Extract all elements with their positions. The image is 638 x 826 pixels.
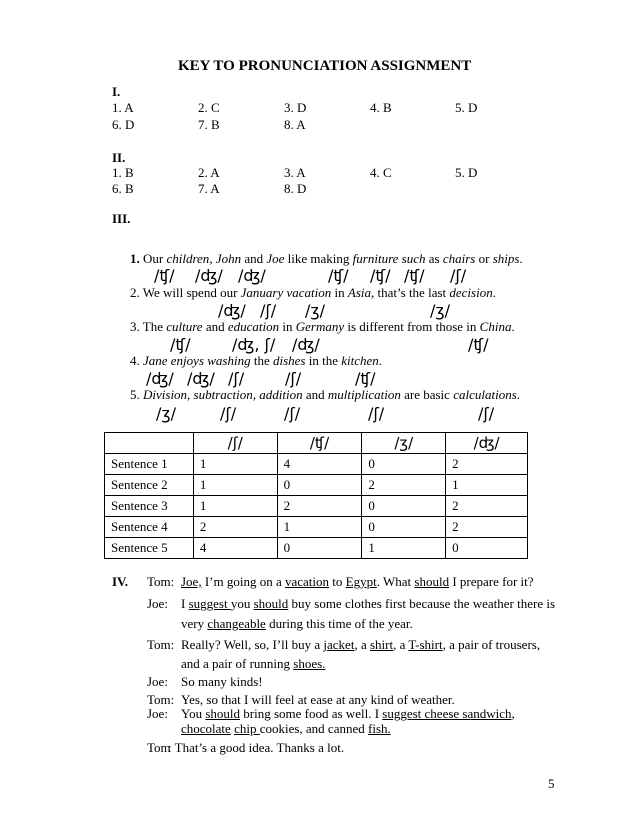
dialogue-text: , a pair of trousers, [442,637,541,652]
underlined-word: should [205,706,241,721]
table-cell: 0 [277,475,362,496]
keyword: Germany [295,319,345,334]
text: in the [305,353,342,368]
answer: 4. C [370,165,392,180]
dialogue-text: during this time of the year. [265,616,413,631]
table-cell: Sentence 4 [105,517,194,538]
keyword: children [166,251,210,266]
underlined-word: changeable [207,616,266,631]
text: is different from those in [344,319,480,334]
ipa-row-3 [0,335,638,355]
sentence-1 [130,251,523,267]
table-cell: 2 [446,517,528,538]
dialogue-text: I’m going on a [201,574,285,589]
table-row [105,517,528,538]
text: the [250,353,273,368]
text: . [378,353,383,368]
ipa-symbol: /ʒ/ [305,301,326,320]
table-cell: Sentence 5 [105,538,194,559]
text: or [475,251,493,266]
table-cell: 0 [277,538,362,559]
dialogue-speaker: Joe: [147,596,168,611]
text: like making [284,251,353,266]
underlined-word: jacket [323,637,355,652]
ipa-symbol: /ʧ/ [170,335,191,354]
ipa-symbol: /ʒ/ [430,301,451,320]
keyword: dishes [272,353,306,368]
dialogue-text: You [181,706,206,721]
table-header: /ʧ/ [277,433,362,454]
text: The [142,319,167,334]
ipa-symbol: /ʃ/ [368,404,385,423]
keyword: decision [449,285,493,300]
dialogue-line [181,596,555,612]
sentence-number: 2. [130,285,140,300]
keyword: Joe [266,251,285,266]
text: , [209,251,216,266]
underlined-word: Joe, [181,574,202,589]
dialogue-text: very [181,616,208,631]
text: We will spend our [142,285,241,300]
table-cell: 0 [362,454,446,475]
text: as [425,251,443,266]
underlined-word: fish. [368,721,391,736]
ipa-symbol: /ʃ/ [284,404,301,423]
dialogue-speaker: Tom: [147,637,175,652]
underlined-word: should [414,574,450,589]
ipa-symbol: /ʃ/ [285,369,302,388]
text: and [202,319,228,334]
ipa-symbol: /ʧ/ [328,266,349,285]
dialogue-text: I prepare for it? [449,574,534,589]
underlined-word: Egypt [345,574,377,589]
underlined-word: suggest [188,596,231,611]
table-cell: 1 [362,538,446,559]
table-cell: 1 [193,496,277,517]
text: in [331,285,348,300]
keyword: education [227,319,280,334]
table-row [105,475,528,496]
keyword: Asia [347,285,372,300]
table-cell: Sentence 1 [105,454,194,475]
ipa-symbol: /ʃ/ [228,369,245,388]
text: . [519,251,523,266]
answer: 6. D [112,117,135,132]
underlined-word: shoes. [293,656,326,671]
answer: 7. A [198,181,220,196]
keyword: Division, subtraction, addition [143,387,303,402]
sentence-4 [130,353,382,369]
ipa-symbol: /ʤ/ [238,266,266,285]
table-cell: 0 [446,538,528,559]
table-cell: 1 [446,475,528,496]
text: and [302,387,328,402]
dialogue-text: and a pair of running [181,656,294,671]
dialogue-text: I [181,596,189,611]
section-2-row-2 [112,181,532,197]
answer: 8. D [284,181,307,196]
dialogue-line [181,574,534,590]
underlined-word: chocolate [181,721,231,736]
ipa-symbol: /ʧ/ [154,266,175,285]
keyword: kitchen [341,353,379,368]
dialogue-speaker: Tom: [147,692,175,707]
dialogue-line [181,706,515,722]
text: . [511,319,515,334]
keyword: chairs [442,251,476,266]
underlined-word: chip [234,721,260,736]
answer: 4. B [370,100,392,115]
answer: 1. B [112,165,134,180]
dialogue-line [181,616,413,632]
keyword: culture [166,319,203,334]
section-1-row-1 [112,100,532,116]
dialogue-text: , a [354,637,370,652]
answer: 8. A [284,117,306,132]
table-header-row [105,433,528,454]
sentence-number: 5. [130,387,140,402]
text: Our [143,251,167,266]
keyword: furniture such [352,251,426,266]
table-cell: 1 [277,517,362,538]
text: and [241,251,267,266]
section-2-label: II. [112,150,126,165]
text: are basic [400,387,454,402]
text: in [279,319,296,334]
sound-count-table [104,432,528,559]
answer: 2. A [198,165,220,180]
ipa-symbol: /ʧ/ [355,369,376,388]
dialogue-text: Yes, so that I will feel at ease at any kind of weather. [181,692,455,707]
table-header: /ʒ/ [362,433,446,454]
table-cell: 4 [277,454,362,475]
table-cell: 0 [362,496,446,517]
sentence-number: 4. [130,353,140,368]
dialogue-speaker: Tom: [147,574,175,589]
answer: 2. C [198,100,220,115]
table-row [105,454,528,475]
keyword: ships [492,251,520,266]
dialogue-text: bring some food as well. I [240,706,383,721]
dialogue-line [181,721,391,737]
ipa-symbol: /ʤ/ [187,369,215,388]
dialogue-line [181,637,540,653]
ipa-row-5 [0,404,638,424]
answer: 7. B [198,117,220,132]
dialogue-line [181,656,325,672]
answer: 5. D [455,165,478,180]
answer: 3. A [284,165,306,180]
page-number: 5 [548,776,555,791]
table-cell: Sentence 3 [105,496,194,517]
ipa-symbol: /ʤ, ʃ/ [232,335,276,354]
underlined-word: shirt [369,637,394,652]
ipa-symbol: /ʤ/ [292,335,320,354]
table-cell: Sentence 2 [105,475,194,496]
table-cell: 0 [362,517,446,538]
ipa-row-2 [0,301,638,321]
answer: 5. D [455,100,478,115]
dialogue-speaker: Joe: [147,706,168,721]
ipa-symbol: /ʤ/ [195,266,223,285]
ipa-row-1 [0,266,638,286]
text: , that’s the last [371,285,450,300]
ipa-symbol: /ʃ/ [450,266,467,285]
table-cell: 2 [446,496,528,517]
table-row [105,496,528,517]
sentence-3 [130,319,515,335]
dialogue-text: , [511,706,515,721]
table-cell: 2 [362,475,446,496]
section-1-label: I. [112,84,121,99]
table-row [105,538,528,559]
answer: 1. A [112,100,134,115]
underlined-word: vacation [285,574,330,589]
ipa-symbol: /ʒ/ [156,404,177,423]
keyword: John [215,251,242,266]
sentence-number: 1. [130,251,140,266]
dialogue-text: So many kinds! [181,674,263,689]
table-cell: 2 [193,517,277,538]
dialogue-text: cookies, and canned [259,721,368,736]
table-cell: 1 [193,475,277,496]
answer: 6. B [112,181,134,196]
underlined-word: should [253,596,289,611]
dialogue-speaker: Tom [147,740,171,755]
keyword: calculations [453,387,517,402]
ipa-symbol: /ʤ/ [146,369,174,388]
sentence-5 [130,387,520,403]
section-2-row-1 [112,165,532,181]
ipa-symbol: /ʃ/ [478,404,495,423]
section-3-label: III. [112,211,131,226]
dialogue-speaker: Joe: [147,674,168,689]
dialogue-text: : That’s a good idea. Thanks a lot. [168,740,345,755]
dialogue-line [168,740,344,756]
table-header: /ʤ/ [446,433,528,454]
dialogue-text: . What [376,574,415,589]
table-cell: 4 [193,538,277,559]
text: . [492,285,496,300]
table-cell: 1 [193,454,277,475]
ipa-symbol: /ʧ/ [468,335,489,354]
sentence-number: 3. [130,319,140,334]
sentence-2 [130,285,496,301]
page-title: KEY TO PRONUNCIATION ASSIGNMENT [178,58,472,74]
keyword: Jane enjoys washing [143,353,251,368]
ipa-symbol: /ʧ/ [370,266,391,285]
table-cell: 2 [446,454,528,475]
ipa-symbol: /ʧ/ [404,266,425,285]
section-1-row-2 [112,117,532,133]
table-header [105,433,194,454]
underlined-word: suggest cheese sandwich [382,706,512,721]
dialogue-text: buy some clothes first because the weather there is [288,596,556,611]
ipa-symbol: /ʃ/ [260,301,277,320]
ipa-symbol: /ʤ/ [218,301,246,320]
keyword: multiplication [327,387,401,402]
keyword: January vacation [240,285,332,300]
dialogue-text: you [230,596,254,611]
answer: 3. D [284,100,307,115]
ipa-symbol: /ʃ/ [220,404,237,423]
ipa-row-4 [0,369,638,389]
table-header: /ʃ/ [193,433,277,454]
underlined-word: T-shirt [408,637,443,652]
dialogue-text: Really? Well, so, I’ll buy a [181,637,324,652]
dialogue-text: , a [393,637,409,652]
text: . [516,387,520,402]
keyword: China [479,319,512,334]
dialogue-line [181,674,263,690]
dialogue-text: to [329,574,346,589]
section-4-label: IV. [112,574,129,589]
table-cell: 2 [277,496,362,517]
